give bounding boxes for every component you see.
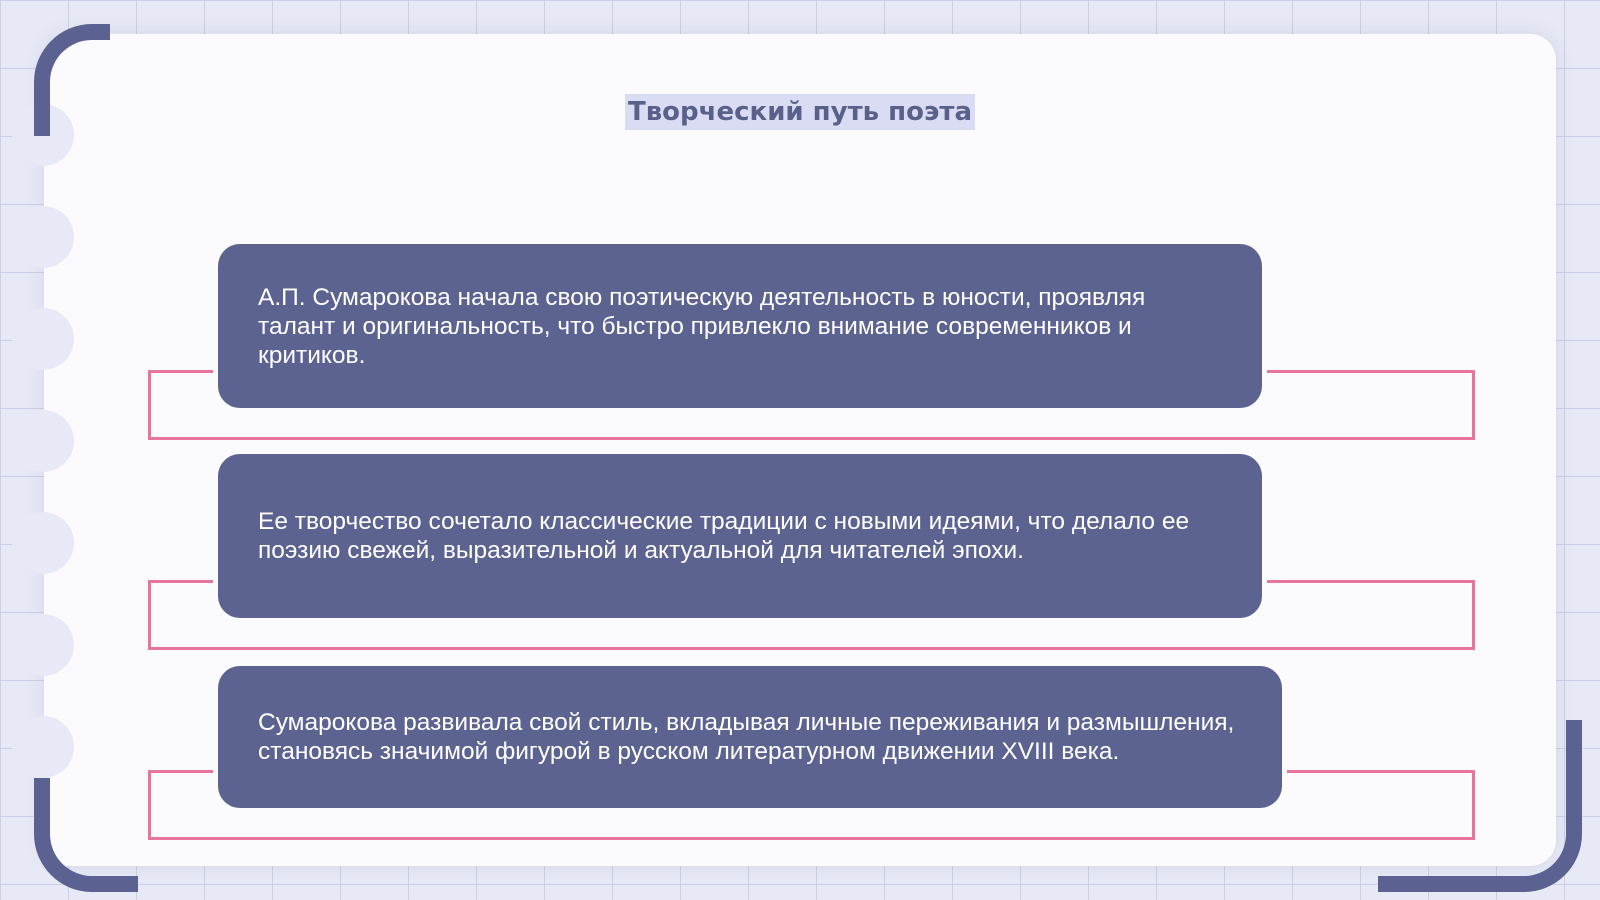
slide-title-text: Творческий путь поэта (625, 94, 975, 130)
corner-bracket-bottom-left (34, 778, 138, 892)
scallop-decoration (12, 410, 74, 472)
text-item-box (218, 454, 1262, 618)
scallop-decoration (12, 308, 74, 370)
scallop-decoration (12, 614, 74, 676)
text-item-text: А.П. Сумарокова начала свою поэтическую деятельность в юности, проявляя талант и оригинальность, что быстро привлекло внимание современников и критиков. (258, 283, 1146, 369)
slide-title (0, 94, 1600, 130)
text-item-text: Сумарокова развивала свой стиль, вкладывая личные переживания и размышления, становясь значимой фигурой в русском литературном движении XVIII века. (258, 709, 1235, 765)
scallop-decoration (12, 206, 74, 268)
text-item-text: Ее творчество сочетало классические традиции с новыми идеями, что делало ее поэзию свежей, выразительной и актуальной для читателей эпохи. (258, 508, 1190, 564)
text-item-box (218, 666, 1282, 808)
text-item-box (218, 244, 1262, 408)
scallop-decoration (12, 716, 74, 778)
scallop-decoration (12, 512, 74, 574)
